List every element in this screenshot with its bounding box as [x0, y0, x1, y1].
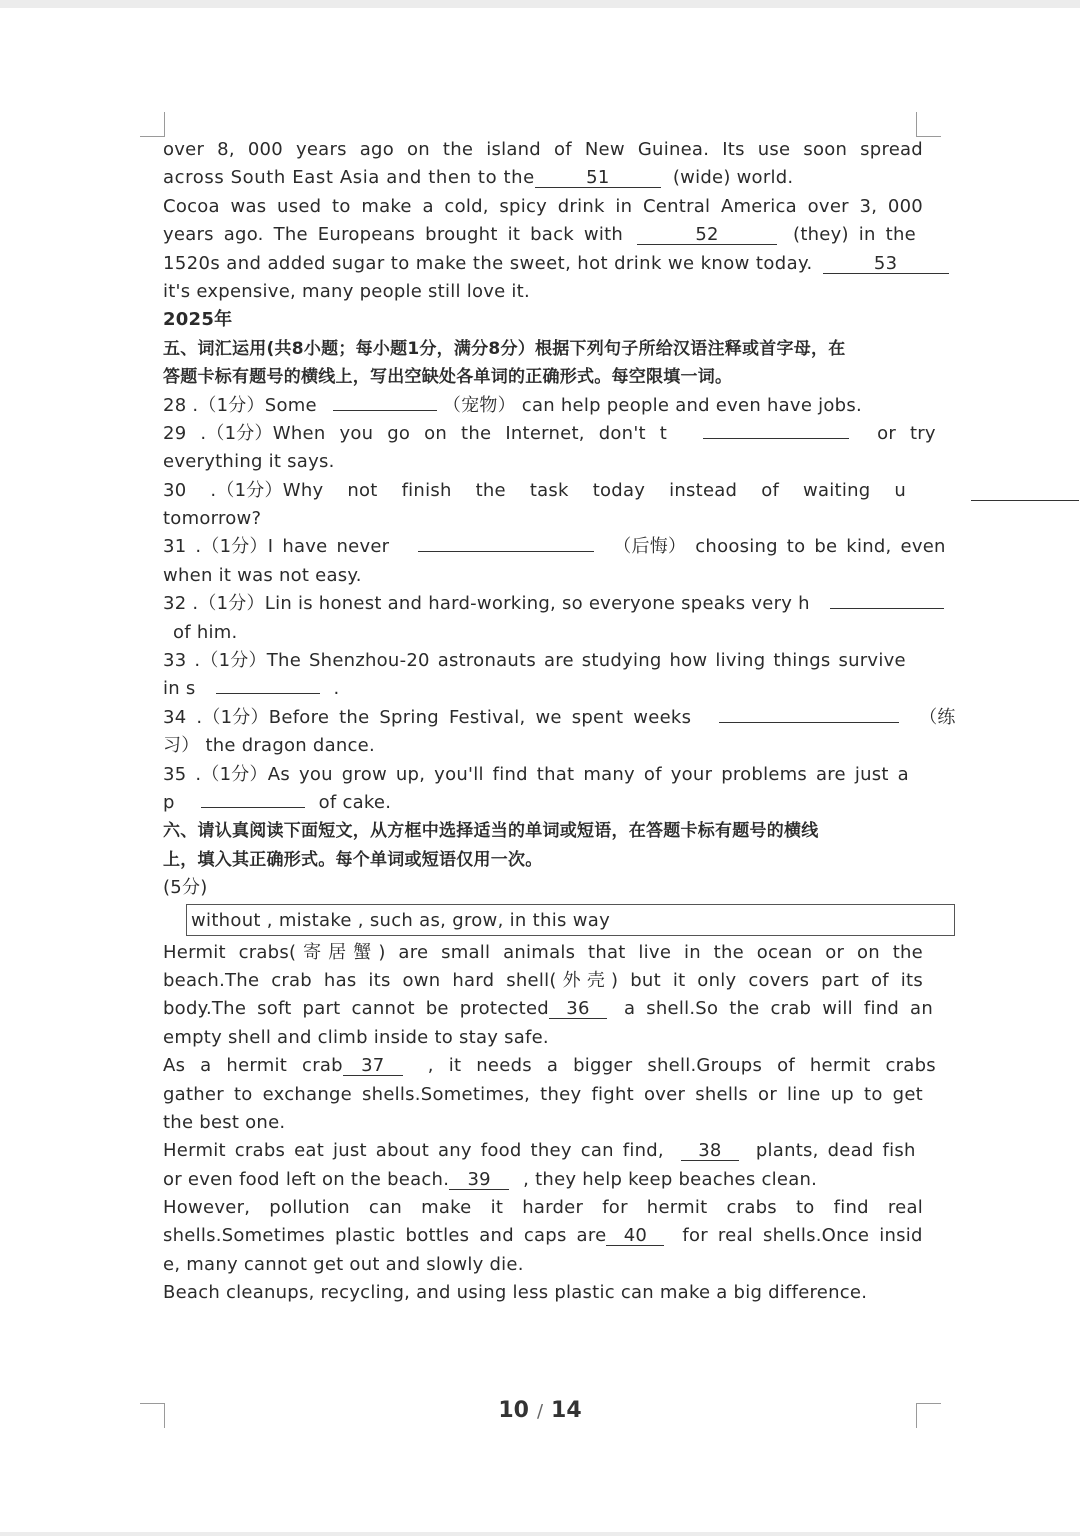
viewer-top-strip	[0, 0, 1080, 8]
viewer-bottom-strip	[0, 1532, 1080, 1536]
section5-instruction: 五、词汇运用(共8小题；每小题1分，满分8分）根据下列句子所给汉语注释或首字母，在	[163, 338, 846, 359]
question-31: 31 .（1分）I have never （后悔） choosing to be kind, even	[163, 533, 923, 561]
answer-blank-34[interactable]	[719, 704, 899, 723]
question-28: 28 .（1分）Some （宠物） can help people and even have jobs.	[163, 392, 923, 420]
question-33: 33 .（1分）The Shenzhou-20 astronauts are studying how living things survive	[163, 650, 906, 672]
question-31-cont: when it was not easy.	[163, 564, 362, 586]
passage2-line: However, pollution can make it harder for hermit crabs to find real	[163, 1197, 923, 1219]
blank-40: 40	[606, 1227, 664, 1246]
word-box-row	[163, 903, 923, 939]
current-page: 10	[498, 1398, 529, 1423]
total-pages: 14	[551, 1398, 582, 1423]
page-indicator	[0, 1398, 1080, 1423]
passage-line: years ago. The Europeans brought it back with 52 (they) in the	[163, 224, 916, 246]
document-page	[163, 136, 956, 1308]
question-35-cont: p of cake.	[163, 789, 923, 817]
question-34: 34 .（1分）Before the Spring Festival, we spent weeks （练	[163, 704, 923, 732]
word-box: without , mistake , such as, grow, in this way	[186, 904, 955, 936]
question-32: 32 .（1分）Lin is honest and hard-working, so everyone speaks very h	[163, 590, 923, 618]
blank-38: 38	[681, 1142, 739, 1161]
answer-blank-29[interactable]	[703, 420, 849, 439]
question-29: 29 .（1分）When you go on the Internet, don't t or try	[163, 420, 923, 448]
section6-instruction: 上，填入其正确形式。每个单词或短语仅用一次。	[163, 849, 543, 870]
page-separator: /	[536, 1401, 544, 1422]
answer-blank-31[interactable]	[418, 533, 594, 552]
passage2-line: the best one.	[163, 1111, 286, 1133]
answer-blank-28[interactable]	[333, 392, 437, 411]
passage2-line: or even food left on the beach. 39 , they help keep beaches clean.	[163, 1168, 818, 1190]
section6-instruction: 六、请认真阅读下面短文，从方框中选择适当的单词或短语，在答题卡标有题号的横线	[163, 821, 819, 842]
answer-blank-35[interactable]	[201, 789, 305, 808]
question-32-cont: of him.	[173, 621, 238, 643]
question-33-cont: in s .	[163, 675, 923, 703]
passage2-line: Beach cleanups, recycling, and using less plastic can make a big difference.	[163, 1282, 868, 1304]
question-34-cont: 习） the dragon dance.	[163, 735, 375, 757]
question-35: 35 .（1分）As you grow up, you'll find that many of your problems are just a	[163, 763, 909, 785]
blank-39: 39	[449, 1171, 509, 1190]
answer-blank-30[interactable]	[971, 499, 1079, 501]
blank-37: 37	[343, 1057, 403, 1076]
passage-line: across South East Asia and then to the 51 (wide) world.	[163, 167, 794, 189]
question-29-cont: everything it says.	[163, 451, 335, 473]
passage2-line: body.The soft part cannot be protected 36 a shell.So the crab will find an	[163, 998, 933, 1020]
question-30-cont: tomorrow?	[163, 508, 262, 530]
blank-53: 53	[823, 255, 949, 274]
passage2-line: shells.Sometimes plastic bottles and caps are 40 for real shells.Once insid	[163, 1225, 923, 1247]
blank-51: 51	[535, 169, 661, 188]
blank-36: 36	[549, 1000, 607, 1019]
passage-line: Cocoa was used to make a cold, spicy drink in Central America over 3, 000	[163, 195, 923, 217]
passage-line: it's expensive, many people still love it.	[163, 280, 530, 302]
passage-line: 1520s and added sugar to make the sweet, hot drink we know today. 53	[163, 250, 923, 278]
passage2-line: beach.The crab has its own hard shell(外壳) but it only covers part of its	[163, 969, 923, 991]
blank-52: 52	[637, 226, 777, 245]
passage2-line: e, many cannot get out and slowly die.	[163, 1253, 524, 1275]
passage2-line: gather to exchange shells.Sometimes, they fight over shells or line up to get	[163, 1083, 923, 1105]
crop-mark-top-right	[916, 112, 941, 137]
answer-blank-33[interactable]	[216, 675, 320, 694]
passage2-line: empty shell and climb inside to stay safe.	[163, 1026, 549, 1048]
passage2-line: Hermit crabs eat just about any food they can find, 38 plants, dead fish	[163, 1140, 916, 1162]
question-30: 30 .（1分）Why not finish the task today instead of waiting u	[163, 477, 923, 505]
passage-line: over 8, 000 years ago on the island of New Guinea. Its use soon spread	[163, 139, 923, 160]
answer-blank-32[interactable]	[830, 590, 944, 609]
passage2-line: Hermit crabs(寄居蟹) are small animals that live in the ocean or on the	[163, 941, 923, 963]
year-label: 2025年	[163, 309, 233, 331]
section6-score: (5分)	[163, 877, 208, 899]
section5-instruction: 答题卡标有题号的横线上，写出空缺处各单词的正确形式。每空限填一词。	[163, 367, 733, 388]
crop-mark-top-left	[140, 112, 165, 137]
passage2-line: As a hermit crab 37 , it needs a bigger shell.Groups of hermit crabs	[163, 1055, 936, 1077]
